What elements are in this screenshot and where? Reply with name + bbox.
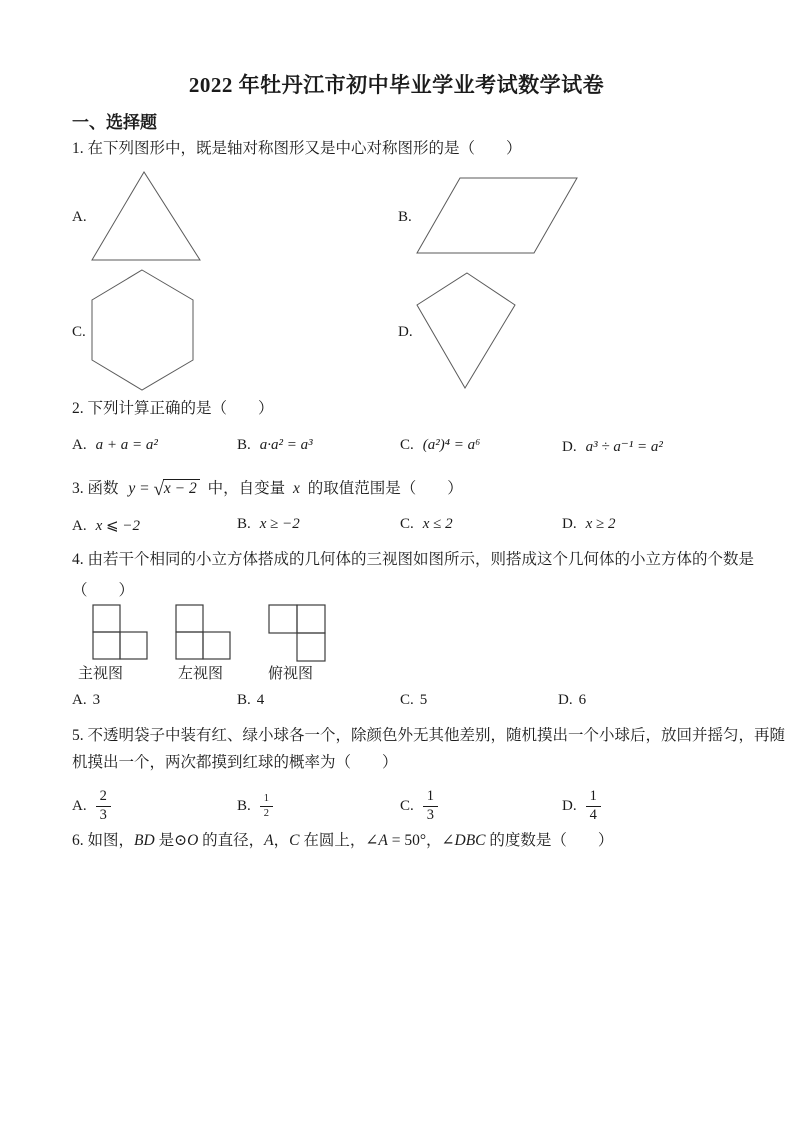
question-4-text-line2: （ ） [72, 582, 135, 599]
q5-option-d-label: D. [562, 797, 577, 814]
q3-option-b-label: B. [237, 516, 251, 532]
left-view-label: 左视图 [178, 666, 224, 682]
q2-option-d [562, 437, 663, 456]
q4-option-b-value: 4 [256, 692, 265, 708]
q6-part: 的直径， [198, 832, 265, 849]
q4-option-c [400, 692, 427, 709]
q5-option-c-fraction [423, 789, 438, 824]
q4-option-d-label: D. [558, 692, 573, 708]
q5-option-c-label: C. [400, 797, 414, 814]
front-view-label: 主视图 [78, 666, 124, 682]
q3-radicand: x − 2 [163, 479, 200, 497]
q2-option-b [237, 437, 313, 454]
q4-option-a-label: A. [72, 692, 87, 708]
q3-option-c-label: C. [400, 516, 414, 532]
q2-option-b-label: B. [237, 437, 251, 453]
page-title: 2022 年牡丹江市初中毕业学业考试数学试卷 [188, 73, 605, 97]
question-1-text: 1. 在下列图形中，既是轴对称图形又是中心对称图形的是（ ） [72, 140, 522, 157]
triangle-shape [85, 168, 205, 265]
left-view-figure [175, 604, 233, 662]
q4-option-c-value: 5 [419, 692, 428, 708]
q2-option-a-label: A. [72, 437, 87, 453]
q6-var-a: A [264, 832, 274, 849]
fraction-numerator: 1 [586, 789, 601, 807]
fraction-numerator: 1 [423, 789, 438, 807]
question-2-text: 2. 下列计算正确的是（ ） [72, 400, 274, 417]
q3-option-c-formula: x ≤ 2 [422, 516, 453, 532]
q5-option-d-fraction [586, 789, 601, 824]
hexagon-shape [87, 265, 199, 396]
fraction-numerator: 1 [260, 793, 273, 807]
question-6-text [72, 831, 613, 850]
q6-part: ， [273, 832, 290, 849]
parallelogram-shape [412, 173, 582, 259]
q6-part: 6. 如图， [72, 832, 135, 849]
q1-option-d-label: D. [398, 324, 413, 340]
q3-variable: x [293, 480, 300, 497]
q3-option-d [562, 516, 615, 533]
q6-part: = 50°，∠ [387, 832, 455, 849]
q5-option-a-label: A. [72, 797, 87, 814]
q1-option-c-label: C. [72, 324, 86, 340]
fraction-denominator: 3 [99, 806, 107, 823]
q6-part: 是⊙ [154, 832, 188, 849]
q5-option-b-label: B. [237, 797, 251, 814]
q1-option-a-label: A. [72, 209, 87, 225]
top-view-figure [268, 604, 328, 664]
question-3-text [72, 479, 463, 499]
fraction-denominator: 2 [263, 807, 270, 819]
q4-option-d-value: 6 [578, 692, 587, 708]
q5-option-b-fraction [260, 793, 273, 819]
q2-option-c-label: C. [400, 437, 414, 453]
q2-option-d-formula: a³ ÷ a⁻¹ = a² [585, 439, 663, 455]
q4-option-c-label: C. [400, 692, 414, 708]
q6-angle-dbc: DBC [454, 832, 486, 849]
q4-option-b [237, 692, 264, 709]
question-5-text-line2: 机摸出一个，两次都摸到红球的概率为（ ） [72, 754, 398, 771]
q6-var-c: C [289, 832, 300, 849]
q3-prefix: 3. 函数 [72, 480, 119, 497]
q6-var-o: O [187, 832, 199, 849]
kite-shape [412, 268, 522, 394]
fraction-denominator: 3 [426, 806, 435, 823]
q3-option-b-formula: x ≥ −2 [259, 516, 300, 532]
q3-option-a-label: A. [72, 518, 87, 534]
section-heading: 一、选择题 [72, 113, 157, 132]
q2-option-d-label: D. [562, 439, 577, 455]
q5-option-a-fraction [96, 789, 111, 824]
q2-option-a-formula: a + a = a² [95, 437, 158, 453]
q1-option-b-label: B. [398, 209, 412, 225]
q6-angle-a: A [378, 832, 388, 849]
q2-option-c-formula: (a²)⁴ = a⁶ [422, 437, 481, 453]
q3-option-c [400, 516, 453, 533]
q4-option-d [558, 692, 586, 709]
q3-suffix: 的取值范围是（ ） [307, 480, 463, 497]
q3-mid: 中，自变量 [207, 480, 286, 497]
q3-option-b [237, 516, 300, 533]
q2-option-c [400, 437, 480, 454]
q3-option-a [72, 516, 140, 535]
q5-option-d [562, 782, 601, 830]
q3-lhs: y = [128, 480, 150, 497]
top-view-label: 俯视图 [268, 666, 314, 682]
q3-option-d-formula: x ≥ 2 [585, 516, 616, 532]
q3-option-d-label: D. [562, 516, 577, 532]
fraction-denominator: 4 [589, 806, 597, 823]
question-4-text-line1: 4. 由若干个相同的小立方体搭成的几何体的三视图如图所示，则搭成这个几何体的小立方体的个数是 [72, 551, 755, 568]
q6-var-bd: BD [134, 832, 155, 849]
q3-option-a-formula: x ⩽ −2 [95, 518, 140, 534]
q4-option-a [72, 692, 100, 709]
q5-option-a [72, 782, 111, 830]
front-view-figure [92, 604, 150, 662]
question-5-text-line1: 5. 不透明袋子中装有红、绿小球各一个，除颜色外无其他差别，随机摸出一个小球后，放回并摇匀，再随 [72, 727, 786, 744]
q2-option-a [72, 437, 158, 454]
q6-part: 的度数是（ ） [485, 832, 614, 849]
q5-option-c [400, 782, 438, 830]
sqrt-symbol: √ [153, 479, 164, 500]
q2-option-b-formula: a·a² = a³ [259, 437, 313, 453]
q4-option-a-value: 3 [92, 692, 101, 708]
q4-option-b-label: B. [237, 692, 251, 708]
q6-part: 在圆上，∠ [299, 832, 379, 849]
q5-option-b [237, 782, 273, 830]
fraction-numerator: 2 [96, 789, 111, 807]
